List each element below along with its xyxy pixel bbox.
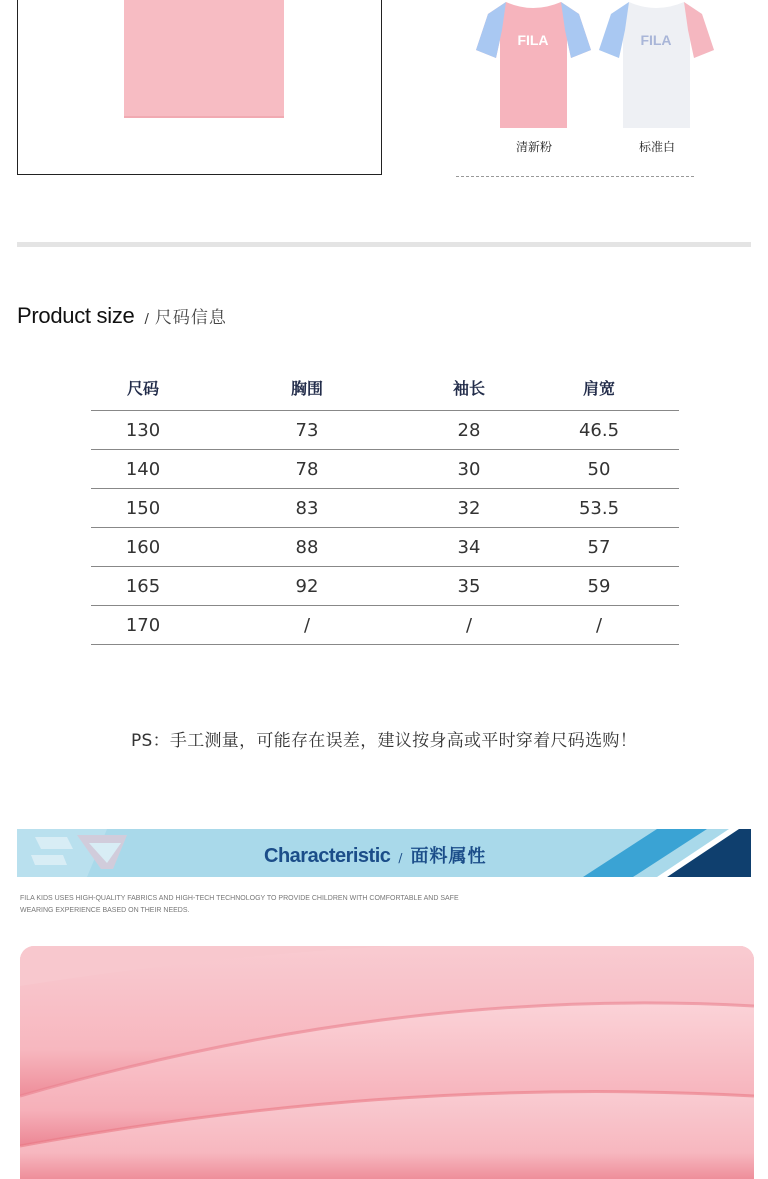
cell-size: 140 bbox=[91, 450, 195, 489]
header-chest: 胸围 bbox=[195, 364, 419, 411]
cell-sleeve: / bbox=[419, 606, 519, 645]
cell-sleeve: 30 bbox=[419, 450, 519, 489]
characteristic-description: FILA KIDS USES HIGH-QUALITY FABRICS AND HIGH-TECH TECHNOLOGY TO PROVIDE CHILDREN WITH COMFORTABLE AND SAFE WEARING EXPERIENCE BASED ON THEIR NEEDS. bbox=[20, 895, 459, 914]
characteristic-title-cn: 面料属性 bbox=[410, 846, 487, 867]
cell-sleeve: 28 bbox=[419, 411, 519, 450]
swatch-divider bbox=[456, 176, 694, 177]
cell-sleeve: 32 bbox=[419, 489, 519, 528]
characteristic-title-en: Characteristic bbox=[264, 845, 391, 867]
swatch-white-logo: FILA bbox=[640, 32, 672, 48]
table-row bbox=[91, 606, 679, 645]
cell-shoulder: 59 bbox=[519, 567, 679, 606]
size-title-separator: / bbox=[144, 312, 149, 327]
cell-shoulder: 50 bbox=[519, 450, 679, 489]
characteristic-heading bbox=[264, 842, 486, 868]
swatch-white-tee-image[interactable] bbox=[599, 0, 714, 130]
characteristic-separator: / bbox=[398, 851, 403, 865]
table-row bbox=[91, 489, 679, 528]
cell-chest: 73 bbox=[195, 411, 419, 450]
cell-shoulder: 46.5 bbox=[519, 411, 679, 450]
cell-chest: / bbox=[195, 606, 419, 645]
size-title-en: Product size bbox=[17, 303, 135, 328]
cell-chest: 88 bbox=[195, 528, 419, 567]
cell-size: 170 bbox=[91, 606, 195, 645]
cell-size: 130 bbox=[91, 411, 195, 450]
table-row bbox=[91, 567, 679, 606]
product-shirt-image bbox=[124, 0, 284, 118]
header-shoulder: 肩宽 bbox=[519, 364, 679, 411]
size-table bbox=[91, 364, 679, 645]
cell-sleeve: 34 bbox=[419, 528, 519, 567]
cell-shoulder: 53.5 bbox=[519, 489, 679, 528]
fabric-closeup-image bbox=[20, 946, 754, 1179]
cell-shoulder: / bbox=[519, 606, 679, 645]
cell-chest: 92 bbox=[195, 567, 419, 606]
size-section-heading bbox=[17, 303, 227, 329]
cell-size: 150 bbox=[91, 489, 195, 528]
cell-size: 160 bbox=[91, 528, 195, 567]
table-row bbox=[91, 450, 679, 489]
measurement-note: PS：手工测量，可能存在误差，建议按身高或平时穿着尺码选购！ bbox=[130, 731, 638, 751]
section-divider bbox=[17, 242, 751, 247]
swatch-pink-logo: FILA bbox=[517, 32, 549, 48]
swatch-pink-label: 清新粉 bbox=[515, 140, 552, 154]
table-row bbox=[91, 528, 679, 567]
cell-shoulder: 57 bbox=[519, 528, 679, 567]
cell-sleeve: 35 bbox=[419, 567, 519, 606]
header-size: 尺码 bbox=[91, 364, 195, 411]
swatch-pink-tee-image[interactable] bbox=[476, 0, 591, 130]
swatch-white-label: 标准白 bbox=[638, 140, 675, 154]
size-table-header-row bbox=[91, 364, 679, 411]
cell-size: 165 bbox=[91, 567, 195, 606]
cell-chest: 78 bbox=[195, 450, 419, 489]
cell-chest: 83 bbox=[195, 489, 419, 528]
size-title-cn: 尺码信息 bbox=[154, 308, 227, 328]
table-row bbox=[91, 411, 679, 450]
header-sleeve: 袖长 bbox=[419, 364, 519, 411]
characteristic-banner bbox=[17, 829, 751, 877]
product-image-frame bbox=[17, 0, 382, 175]
